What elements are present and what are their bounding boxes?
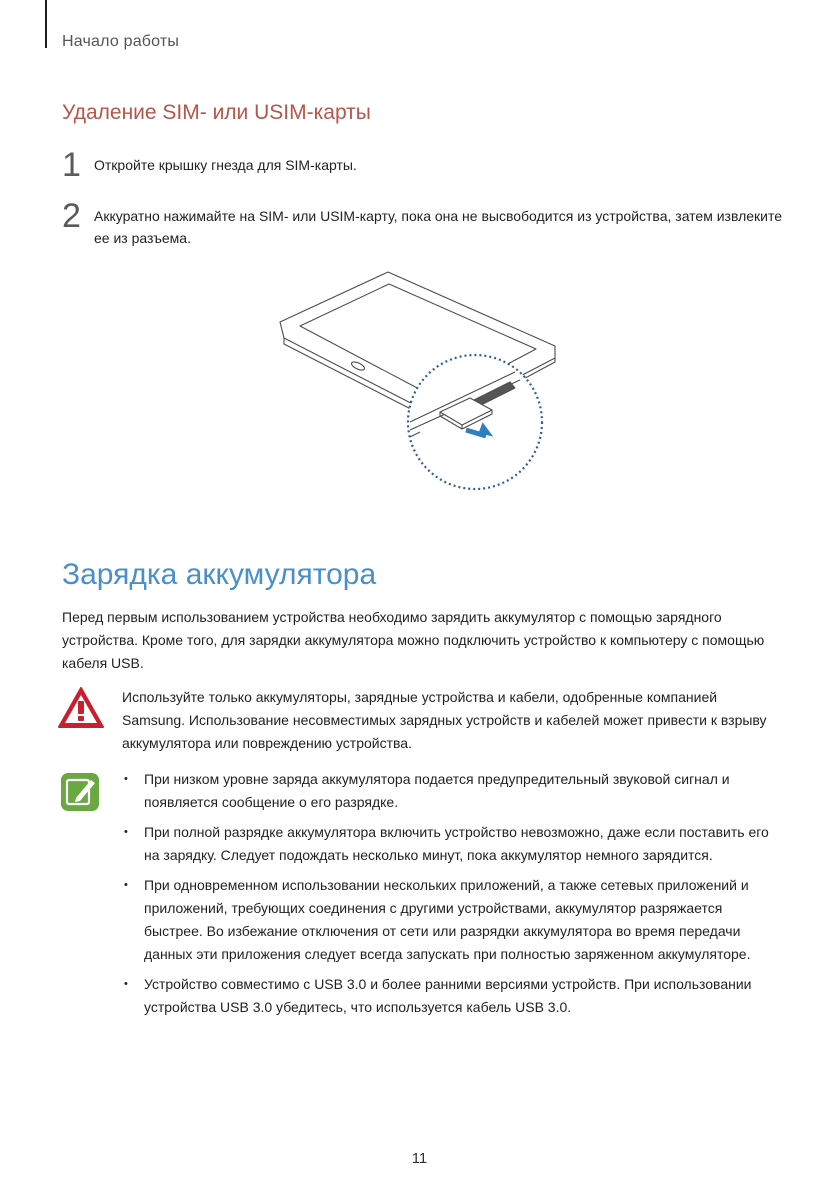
notes-list xyxy=(122,768,782,1026)
sim-removal-illustration xyxy=(270,262,570,494)
warning-triangle-icon xyxy=(57,686,105,730)
page-number: 11 xyxy=(411,1150,428,1167)
main-title: Зарядка аккумулятора xyxy=(62,558,377,591)
note-item: • При низком уровне заряда аккумулятора подается предупредительный звуковой сигнал и появляется сообщение о его разрядке. xyxy=(122,768,782,814)
step-text: Откройте крышку гнезда для SIM-карты. xyxy=(94,157,357,173)
note-item: • Устройство совместимо с USB 3.0 и более ранними версиями устройств. При использовании устройства USB 3.0 убедитесь, что используется кабель USB 3.0. xyxy=(122,973,782,1019)
header-rule xyxy=(45,0,47,48)
section-title: Удаление SIM- или USIM-карты xyxy=(62,101,371,124)
running-header: Начало работы xyxy=(62,33,180,50)
step-number: 2 xyxy=(62,197,81,235)
intro-paragraph: Перед первым использованием устройства необходимо зарядить аккумулятор с помощью зарядного устройства. Кроме того, для зарядки аккумулятора можно подключить устройство к компьютеру с помощью кабеля USB. xyxy=(62,609,765,671)
step-number: 1 xyxy=(62,146,81,184)
note-pencil-icon xyxy=(60,772,100,812)
warning-text: Используйте только аккумуляторы, зарядные устройства и кабели, одобренные компанией Samsung. Использование несовместимых зарядных устройств и кабелей может привести к взрыву аккумулятора или повреждению устройства. xyxy=(122,689,767,751)
step-text: Аккуратно нажимайте на SIM- или USIM-карту, пока она не высвободится из устройства, затем извлеките ее из разъема. xyxy=(94,208,783,246)
note-item: • При полной разрядке аккумулятора включить устройство невозможно, даже если поставить его на зарядку. Следует подождать несколько минут, пока аккумулятор немного зарядится. xyxy=(122,821,782,867)
note-item: • При одновременном использовании нескольких приложений, а также сетевых приложений и приложений, требующих соединения с другими устройствами, аккумулятор разряжается быстрее. Во избежание отключения от сети или разрядки аккумулятора во время передачи данных эти приложения следует всегда запускать при полностью заряженном аккумуляторе. xyxy=(122,874,782,966)
